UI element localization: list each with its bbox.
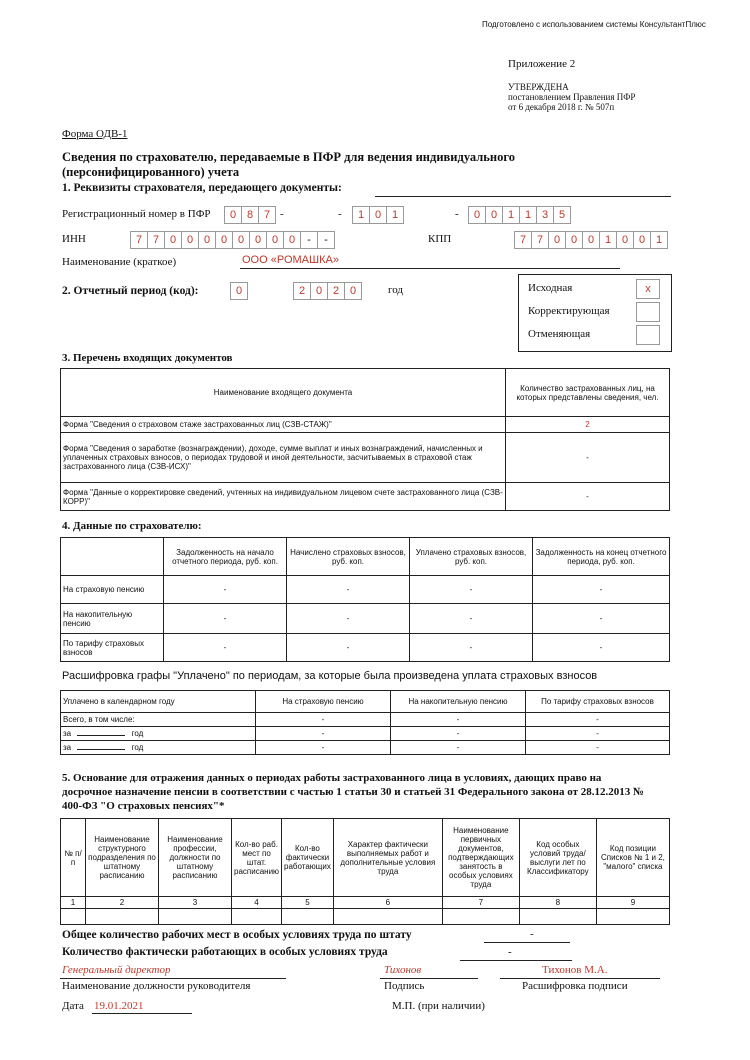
empty-header [61,538,164,576]
cell-value: - [287,576,410,604]
col-number: 6 [333,897,442,909]
col-number: 1 [61,897,86,909]
reg-number-cells-2 [352,206,404,224]
year-cells [293,282,362,300]
section5-title-3: 400-ФЗ "О страховых пенсиях"* [62,800,225,812]
director-position: Генеральный директор [62,964,171,976]
reg-cell: 0 [224,206,241,224]
table-row [61,741,670,755]
cell-value: - [526,741,670,755]
cell-value: - [533,576,670,604]
total-places-line [484,942,570,943]
col-number: 4 [232,897,282,909]
cell-value: - [410,634,533,662]
insurer-data-table [60,537,670,662]
bcol-funded: На накопительную пенсию [391,691,526,713]
col-subdivision: Наименование структурного подразделения по штатному расписанию [86,819,159,897]
decoding-value: Тихонов М.А. [542,964,608,976]
signature-value: Тихонов [384,964,422,976]
reg-dash-2: - [455,208,459,220]
cell-value: - [256,727,391,741]
col-number: 5 [282,897,334,909]
form-name: Форма ОДВ-1 [62,128,128,140]
inn-cell: 0 [266,231,283,249]
docs-col-name: Наименование входящего документа [61,369,506,417]
date-line [92,1013,192,1014]
bcol-insurance: На страховую пенсию [256,691,391,713]
total-places-label: Общее количество рабочих мест в особых условиях труда по штату [62,929,412,941]
col-number: 9 [596,897,669,909]
reg-cell: 3 [536,206,553,224]
cell-value: - [410,576,533,604]
brow-label: за год [61,727,256,741]
year-word: год [388,284,404,296]
total-places-value: - [530,928,534,940]
year-cell: 0 [310,282,327,300]
type-corrective-checkbox[interactable] [636,302,660,322]
kpp-cell: 0 [633,231,650,249]
table-row [61,713,670,727]
cell-value: - [287,634,410,662]
col-code: Код особых условий труда/выслуги лет по Классификатору [519,819,596,897]
breakdown-title: Расшифровка графы "Уплачено" по периодам, за которые была произведена уплата страховых взносов [62,670,598,682]
inn-label: ИНН [62,233,86,245]
col-debt-start: Задолженность на начало отчетного периода, руб. коп. [164,538,287,576]
total-workers-line [460,960,572,961]
column-numbers-row [61,897,670,909]
type-cancel-label: Отменяющая [528,328,591,340]
stamp-label: М.П. (при наличии) [392,1000,485,1012]
row-label: На накопительную пенсию [61,604,164,634]
period-code-cell [230,282,248,300]
form-title-line1: Сведения по страхователю, передаваемые в ПФР для ведения индивидуального [62,150,515,164]
section5-title-2: досрочное назначение пенсии в соответствии с частью 1 статьи 30 и статьей 31 Федерального закона от 28.12.2013 № [62,786,645,798]
kpp-cell: 0 [616,231,633,249]
cell-value: - [526,713,670,727]
col-nature: Характер фактически выполняемых работ и дополнительные условия труда [333,819,442,897]
inn-cell: 0 [181,231,198,249]
doc-name: Форма "Сведения о страховом стаже застрахованных лиц (СЗВ-СТАЖ)" [61,417,506,433]
reg-cell: 1 [519,206,536,224]
table-row [61,727,670,741]
kpp-cell: 0 [582,231,599,249]
cell-value: - [391,727,526,741]
inn-cell: 0 [232,231,249,249]
cell-value: - [256,713,391,727]
type-initial-label: Исходная [528,282,573,294]
reg-cell: 5 [553,206,571,224]
inn-cell: 0 [249,231,266,249]
col-number: 2 [86,897,159,909]
type-initial-checkbox[interactable]: x [636,279,660,299]
inn-cell: 0 [198,231,215,249]
doc-count: - [506,483,670,511]
col-profession: Наименование профессии, должности по штатному расписанию [159,819,232,897]
org-name-value: ООО «РОМАШКА» [242,254,339,266]
reg-cell: 0 [485,206,502,224]
docs-col-count: Количество застрахованных лиц, на которых представлены сведения, чел. [506,369,670,417]
reg-cell: 1 [352,206,369,224]
table-row [61,483,670,511]
kpp-cell: 1 [650,231,668,249]
doc-name: Форма "Данные о корректировке сведений, учтенных на индивидуальном лицевом счете застрахованного лица (СЗВ-КОРР)" [61,483,506,511]
row-label: По тарифу страховых взносов [61,634,164,662]
decoding-line [500,978,660,979]
special-conditions-table [60,818,670,925]
period-cell: 0 [230,282,248,300]
prepared-note: Подготовлено с использованием системы КонсультантПлюс [482,20,706,29]
cell-value: - [533,604,670,634]
inn-cell: - [317,231,335,249]
total-workers-value: - [508,946,512,958]
reg-label: Регистрационный номер в ПФР [62,208,211,220]
approved-label: УТВЕРЖДЕНА [508,82,569,92]
name-underline [240,268,620,269]
col-documents: Наименование первичных документов, подтверждающих занятость в особых условиях труда [442,819,519,897]
col-number: 8 [519,897,596,909]
cell-value: - [410,604,533,634]
cell-value: - [256,741,391,755]
col-number: 7 [442,897,519,909]
table-row [61,634,670,662]
cell-value: - [533,634,670,662]
kpp-cell: 7 [514,231,531,249]
reg-cell: 1 [386,206,404,224]
appendix-label: Приложение 2 [508,58,576,70]
position-label: Наименование должности руководителя [62,980,251,992]
year-cell: 2 [327,282,344,300]
reg-number-cells-3 [468,206,571,224]
inn-cell: 0 [283,231,300,249]
kpp-cells [514,231,668,249]
brow-label: Всего, в том числе: [61,713,256,727]
inn-cell: - [300,231,317,249]
total-workers-label: Количество фактически работающих в особых условиях труда [62,946,388,958]
cell-value: - [391,741,526,755]
table-row [61,417,670,433]
section4-title: 4. Данные по страхователю: [62,520,202,532]
table-row [61,909,670,925]
year-cell: 0 [344,282,362,300]
inn-cell: 0 [215,231,232,249]
reg-cell: 1 [502,206,519,224]
col-num: № п/п [61,819,86,897]
position-line [60,978,286,979]
reg-cell: 7 [258,206,276,224]
doc-name: Форма "Сведения о заработке (вознаграждении), доходе, сумме выплат и иных вознаграждений, начисленных и уплаченных страховых взносов, о периодах трудовой и иной деятельности, засчитываемых в страховой стаж застрахованного лица (СЗВ-ИСХ)" [61,433,506,483]
col-paid: Уплачено страховых взносов, руб. коп. [410,538,533,576]
form-title-line2: (персонифицированного) учета [62,165,240,179]
year-cell: 2 [293,282,310,300]
cell-value: - [391,713,526,727]
kpp-cell: 0 [548,231,565,249]
bcol-year: Уплачено в календарном году [61,691,256,713]
reg-cell: 0 [468,206,485,224]
reg-cell: 8 [241,206,258,224]
approved-by: постановлением Правления ПФР [508,92,636,102]
type-corrective-label: Корректирующая [528,305,610,317]
cell-value: - [287,604,410,634]
col-accrued: Начислено страховых взносов, руб. коп. [287,538,410,576]
doc-count: 2 [506,417,670,433]
date-label: Дата [62,1000,84,1012]
reg-cell: 0 [369,206,386,224]
reg-dash-left: - [338,208,342,220]
section2-title: 2. Отчетный период (код): [62,285,199,297]
inn-cells [130,231,335,249]
kpp-label: КПП [428,233,452,245]
inn-cell: 0 [164,231,181,249]
cell-value: - [164,576,287,604]
col-debt-end: Задолженность на конец отчетного периода, руб. коп. [533,538,670,576]
cell-value: - [164,604,287,634]
section5-title-1: 5. Основание для отражения данных о периодах работы застрахованного лица в условиях, дающих право на [62,772,602,784]
col-list-code: Код позиции Списков № 1 и 2, "малого" списка [596,819,669,897]
section1-title: 1. Реквизиты страхователя, передающего документы: [62,182,342,194]
col-workers: Кол-во фактически работающих [282,819,334,897]
table-row [61,433,670,483]
doc-count: - [506,433,670,483]
incoming-docs-table [60,368,670,511]
kpp-cell: 0 [565,231,582,249]
type-cancel-checkbox[interactable] [636,325,660,345]
row-label: На страховую пенсию [61,576,164,604]
bcol-tariff: По тарифу страховых взносов [526,691,670,713]
approved-date: от 6 декабря 2018 г. № 507п [508,102,615,112]
decoding-label: Расшифровка подписи [522,980,628,992]
inn-cell: 7 [130,231,147,249]
kpp-cell: 7 [531,231,548,249]
cell-value: - [526,727,670,741]
table-row [61,576,670,604]
cell-value: - [164,634,287,662]
col-places: Кол-во раб. мест по штат. расписанию [232,819,282,897]
paid-breakdown-table [60,690,670,755]
col-number: 3 [159,897,232,909]
date-value: 19.01.2021 [94,1000,144,1012]
section1-underline [375,196,671,197]
reg-number-cells [224,206,276,224]
signature-line [380,978,478,979]
brow-label: за год [61,741,256,755]
kpp-cell: 1 [599,231,616,249]
signature-label: Подпись [384,980,425,992]
table-row [61,604,670,634]
reg-dash: - [280,208,284,220]
section3-title: 3. Перечень входящих документов [62,352,233,364]
name-label: Наименование (краткое) [62,256,177,268]
inn-cell: 7 [147,231,164,249]
